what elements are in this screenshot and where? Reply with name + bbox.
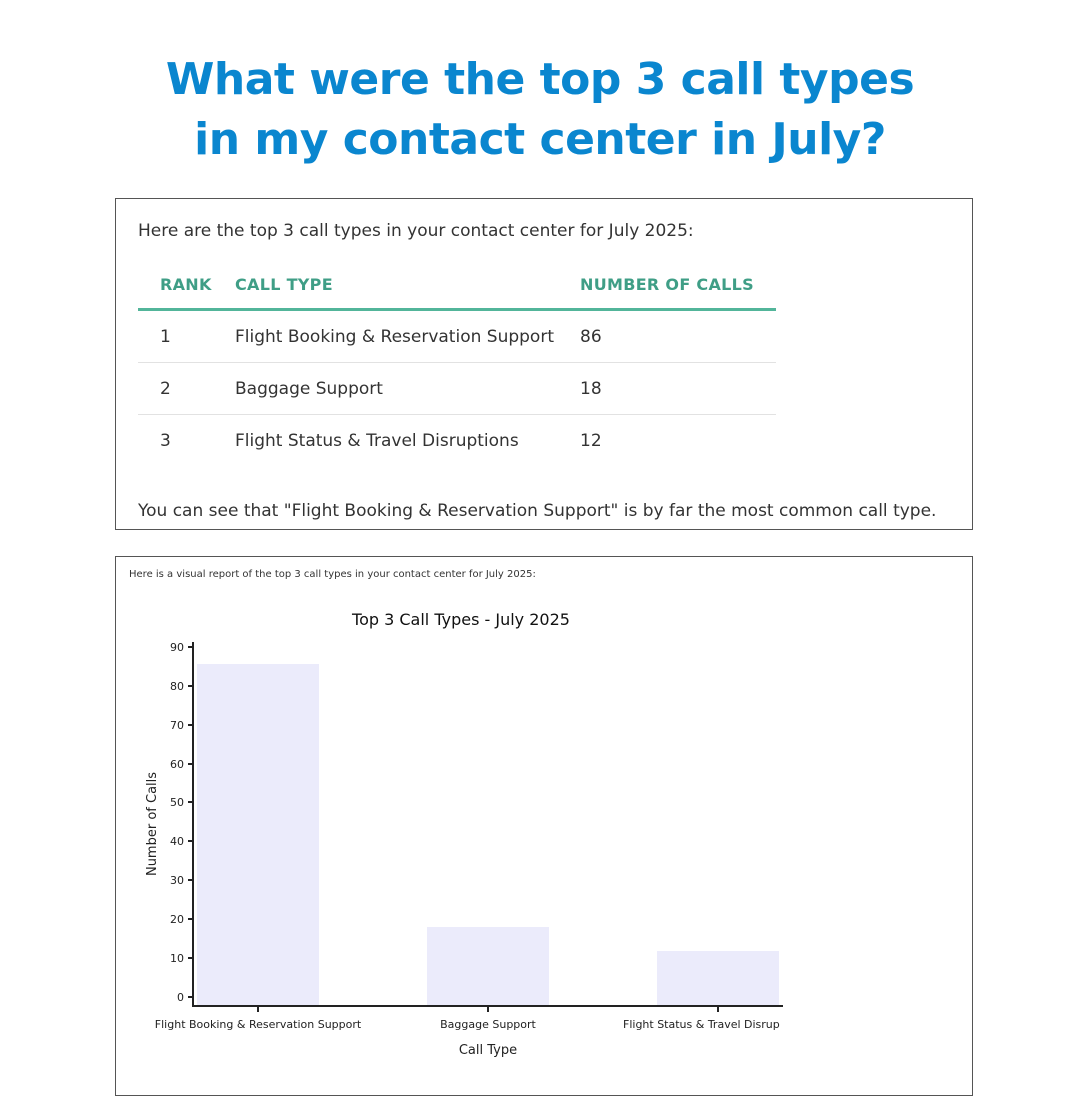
y-tick-label: 30 <box>170 874 184 887</box>
table-row <box>138 310 776 363</box>
table-summary-text: You can see that "Flight Booking & Reservation Support" is by far the most common call type. <box>138 501 937 521</box>
bar-flight-status <box>657 951 779 1005</box>
chart-intro-text: Here is a visual report of the top 3 call types in your contact center for July 2025: <box>129 569 536 580</box>
x-tick-label: Flight Status & Travel Disrup <box>623 1018 780 1031</box>
cell-call-type: Flight Booking & Reservation Support <box>235 310 580 363</box>
bar-flight-booking <box>197 664 319 1005</box>
table-header-row <box>138 267 776 310</box>
y-tick-label: 80 <box>170 680 184 693</box>
cell-rank: 1 <box>138 310 235 363</box>
cell-number-of-calls: 12 <box>580 430 602 451</box>
cell-number-of-calls: 18 <box>580 363 776 415</box>
column-header-rank: RANK <box>138 267 235 310</box>
x-tick-labels <box>155 1018 780 1031</box>
cell-call-type: Baggage Support <box>235 363 580 415</box>
bars <box>197 664 779 1005</box>
cell-rank: 3 <box>160 430 171 451</box>
y-tick-label: 0 <box>177 991 184 1004</box>
x-tick-label: Baggage Support <box>440 1018 536 1031</box>
headline <box>0 50 1080 170</box>
y-tick-label: 60 <box>170 758 184 771</box>
bar-baggage-support <box>427 927 549 1005</box>
bar-chart <box>116 557 974 1097</box>
y-tick-label: 50 <box>170 796 184 809</box>
y-tick-label: 10 <box>170 952 184 965</box>
y-tick-label: 90 <box>170 641 184 654</box>
table-response-card <box>115 198 973 530</box>
cell-call-type: Flight Status & Travel Disruptions <box>235 430 519 451</box>
x-axis <box>192 1006 783 1012</box>
table-row <box>138 363 776 415</box>
y-tick-label: 70 <box>170 719 184 732</box>
table-row <box>138 415 776 467</box>
column-header-call-type: CALL TYPE <box>235 267 580 310</box>
y-axis-label: Number of Calls <box>145 771 160 877</box>
chart-title: Top 3 Call Types - July 2025 <box>352 610 570 629</box>
y-tick-labels <box>170 641 184 1004</box>
headline-line-1: What were the top 3 call types <box>165 54 915 105</box>
headline-line-2: in my contact center in July? <box>194 114 886 165</box>
y-tick-label: 40 <box>170 835 184 848</box>
cell-rank: 2 <box>138 363 235 415</box>
table-intro-text: Here are the top 3 call types in your contact center for July 2025: <box>138 221 694 241</box>
cell-number-of-calls: 86 <box>580 310 776 363</box>
y-tick-label: 20 <box>170 913 184 926</box>
chart-response-card <box>115 556 973 1096</box>
column-header-number-of-calls: NUMBER OF CALLS <box>580 267 776 310</box>
y-axis <box>188 642 193 1006</box>
x-axis-label: Call Type <box>458 1043 518 1058</box>
call-types-table <box>138 267 776 466</box>
x-tick-label: Flight Booking & Reservation Support <box>154 1018 362 1031</box>
